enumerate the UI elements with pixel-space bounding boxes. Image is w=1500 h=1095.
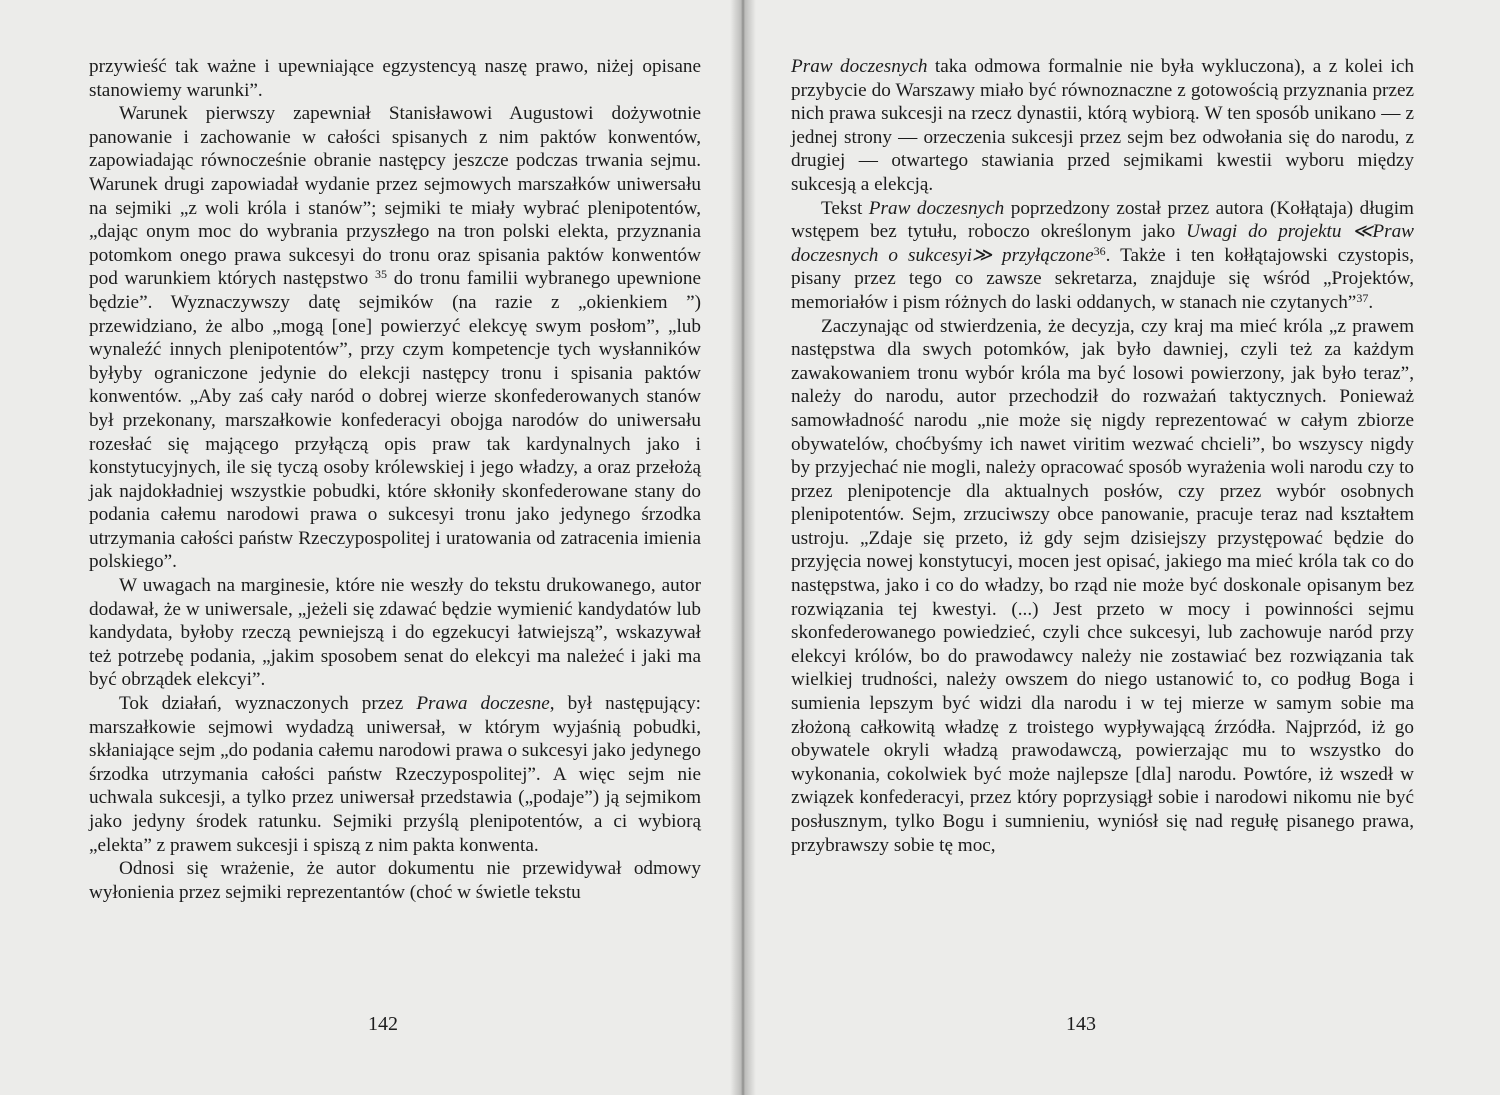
- left-page: [0, 0, 740, 1095]
- italic-title: Praw doczesnych: [868, 197, 1005, 219]
- paragraph: [89, 692, 701, 857]
- left-page-number: 142: [368, 1013, 398, 1035]
- footnote-ref: 35: [374, 267, 387, 282]
- paragraph: [89, 857, 701, 904]
- text-run: Zaczynając od stwierdzenia, że decyzja, czy kraj ma mieć króla „z prawem następstwa dla swych potomków, jak było dawniej, czyli też za każdym zawakowaniem tronu wybór króla ma być losowi powierzony, jak było teraz”, należy do narodu, autor przechodził do rozważań taktycznych. Ponieważ samowładność narodu „nie może się nigdy reprezentować w całym zbiorze obywatelów, choćbyśmy ich nawet viritim wezwać chcieli”, bo wszyscy nigdy by przyjechać nie mogli, należy opracować sposób wyrażenia woli narodu czy to przez plenipotencje dla aktualnych posłów, czy przez wybór osobnych plenipotentów. Sejm, zrzuciwszy obce panowanie, pracuje teraz nad kształtem ustroju. „Zdaje się przeto, iż gdy sejm dzisiejszy przystępować będzie do przyjęcia nowej konstytucyi, mocen jest opisać, jakiego ma mieć króla tak co do następstwa, jako i co do władzy, bo rząd nie może być doskonale opisanym bez rozwiązania tej kwestyi. (...) Jest przeto w mocy i powinności sejmu skonfederowanego powiedzieć, czyli chce sukcesyi, lub zachowuje naród przy elekcyi królów, bo do prawodawcy należy nie zostawiać bez rozwiązania tak wielkiej trudności, należy owszem do niego ustanowić to, co podług Boga i sumienia lepszym być widzi dla narodu i w tej mierze w samym sobie ma złożoną całkowitą władzę z troistego wypływającą źrzódła. Najprzód, iż go obywatele okryli władzą prawodawczą, powierzając mu to wszystko do wykonania, cokolwiek być może najlepsze [dla] narodu. Powtóre, iż wszedł w związek konfederacyi, przez który poprzysiągł sobie i narodowi nikomu nie być posłusznym, tylko Bogu i sumnieniu, wyniósł się nad regułę pisanego prawa, przybrawszy sobie tę moc,: [791, 315, 1414, 856]
- italic-title: Praw doczesnych: [791, 56, 928, 77]
- paragraph: [89, 574, 701, 692]
- text-run: Odnosi się wrażenie, że autor dokumentu nie przewidywał odmowy wyłonienia przez sejmiki reprezentantów (choć w świetle tekstu: [89, 858, 701, 903]
- text-run: do tronu familii wybranego upewnione będzie”. Wyznaczywszy datę sejmików (na razie z „okienkiem ”) przewidziano, że albo „mogą [one] powierzyć elekcyę swym posłom”, „lub wynaleźć innych plenipotentów”, przy czym kompetencje tych wysłanników byłyby ograniczone jedynie do elekcji następcy tronu i spisania paktów konwentów. „Aby zaś cały naród o dobrej wierze skonfederowanych stanów był przekonany, marszałkowie konfederacyi obojga narodów do uniwersału rozesłać się mającego przyłączą opis praw tak kardynalnych jako i konstytucyjnych, ile się tyczą osoby królewskiej i jego władzy, a oraz przełożą jak najdokładniej wszystkie pobudki, które skłoniły skonfederowane stany do podania całemu narodowi prawa o sukcesyi tronu jako jedynego śrzodka utrzymania całości państw Rzeczypospolitej i uratowania od zatracenia imienia polskiego”.: [89, 268, 701, 573]
- footnote-ref: 37: [1356, 290, 1369, 305]
- left-page-body: [89, 55, 701, 904]
- footnote-ref: 36: [1093, 243, 1106, 258]
- right-page-number: 143: [1066, 1013, 1096, 1035]
- italic-title: Uwagi do projektu ≪Praw doczesnych o sukcesyi≫ przyłączone: [791, 221, 1414, 266]
- paragraph: [791, 315, 1414, 858]
- text-run: . Także i ten kołłątajowski czystopis, pisany przez tego co zawsze sekretarza, znajduje się wśród „Projektów, memoriałów i pism różnych do laski oddanych, w stanach nie czytanych”: [791, 244, 1415, 313]
- text-run: , był następujący: marszałkowie sejmowi wydadzą uniwersał, w którym wyjaśnią pobudki, skłaniające sejm „do podania całemu narodowi prawa o sukcesyi jako jedynego śrzodka utrzymania całości państw Rzeczypospolitej”. A więc sejm nie uchwala sukcesji, a tylko przez uniwersał przedstawia („podaje”) ją sejmikom jako jedyny środek ratunku. Sejmiki przyślą plenipotentów, a ci wybiorą „elekta” z prawem sukcesji i spiszą z nim pakta konwenta.: [89, 693, 702, 856]
- text-run: taka odmowa formalnie nie była wykluczona), a z kolei ich przybycie do Warszawy miało być równoznaczne z gotowością przyznania przez nich prawa sukcesji na rzecz dynastii, którą wybiorą. W ten sposób unikano — z jednej strony — orzeczenia sukcesji przez sejm bez odwołania się do narodu, z drugiej — otwartego stawiania przed sejmikami kwestii wyboru między sukcesją a elekcją.: [791, 56, 1414, 195]
- paragraph: [791, 197, 1414, 315]
- text-run: poprzedzony został przez autora (Kołłątaja) długim wstępem bez tytułu, roboczo określonym jako: [791, 197, 1414, 243]
- text-run: Tekst: [821, 197, 869, 219]
- paragraph: [89, 102, 701, 574]
- book-gutter: [730, 0, 756, 1095]
- right-page: [746, 0, 1500, 1095]
- italic-title: Prawa doczesne: [416, 693, 550, 715]
- text-run: Warunek pierwszy zapewniał Stanisławowi Augustowi dożywotnie panowanie i zachowanie w całości spisanych z nim paktów konwentów, zapowiadając równocześnie obranie następcy jeszcze podczas trwania sejmu. Warunek drugi zapowiadał wydanie przez sejmowych marszałków uniwersału na sejmiki „z woli króla i stanów”; sejmiki te miały wybrać plenipotentów, „dając onym moc do wybrania przyszłego na tron polski elekta, przyznania potomkom onego prawa sukcesyi do tronu oraz spisania paktów konwentów pod warunkiem których następstwo: [89, 103, 701, 290]
- text-run: przywieść tak ważne i upewniające egzystencyą naszę prawo, niżej opisane stanowiemy warunki”.: [89, 56, 701, 101]
- paragraph: [791, 55, 1414, 197]
- right-page-body: [791, 55, 1414, 857]
- text-run: Tok działań, wyznaczonych przez: [119, 693, 417, 715]
- text-run: W uwagach na marginesie, które nie weszły do tekstu drukowanego, autor dodawał, że w uniwersale, „jeżeli się zdawać będzie wymienić kandydatów lub kandydata, byłoby rzeczą pewniejszą i do egzekucyi łatwiejszą”, wskazywał też potrzebę podania, „jakim sposobem senat do elekcyi ma należeć i jaki ma być obrządek elekcyi”.: [89, 575, 701, 691]
- text-run: .: [1368, 291, 1374, 313]
- paragraph: [89, 55, 701, 102]
